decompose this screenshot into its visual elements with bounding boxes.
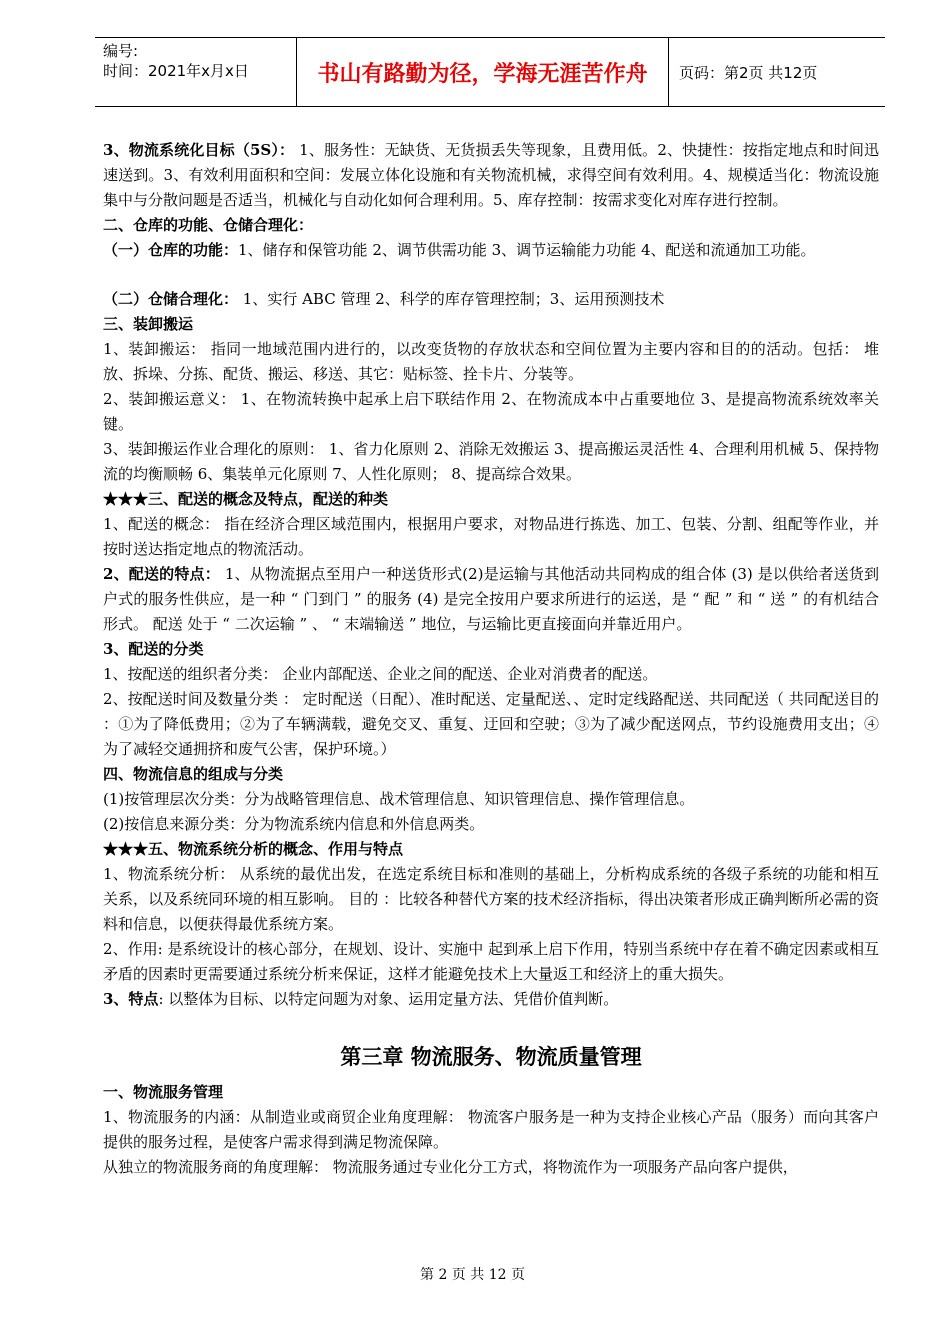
paragraph bbox=[103, 287, 879, 312]
section-heading: 二、仓库的功能、仓储合理化： bbox=[103, 216, 314, 234]
header-meta bbox=[95, 38, 296, 106]
paragraph: 1、物流系统分析： 从系统的最优出发，在选定系统目标和准则的基础上，分析构成系统的各级子系统的功能和相互关系，以及系统同环境的相互影响。 目的 ：比较各种替代方案的技术经济指标，得出决策者形成正确判断所必需的资料和信息，以便获得最优系统方案。 bbox=[103, 865, 879, 933]
chapter-title: 第三章 物流服务、物流质量管理 bbox=[340, 1045, 642, 1069]
document-number-label: 编号: bbox=[103, 42, 139, 60]
paragraph bbox=[103, 562, 879, 637]
paragraph: 2、按配送时间及数量分类 ： 定时配送（日配）、准时配送、定量配送、、定时定线路配送、共同配送（ 共同配送目的 ：①为了降低费用；②为了车辆满载，避免交叉、重复、迂回和空驶；③为了减少配送网点，节约设施费用支出；④为了减轻交通拥挤和废气公害，保护环境。） bbox=[103, 690, 879, 758]
paragraph: (1)按管理层次分类：分为战略管理信息、战术管理信息、知识管理信息、操作管理信息。 bbox=[103, 790, 695, 808]
paragraph: 1、按配送的组织者分类： 企业内部配送、企业之间的配送、企业对消费者的配送。 bbox=[103, 665, 658, 683]
document-time: 时间：2021年x月x日 bbox=[103, 62, 249, 80]
section-heading: ★★★三、配送的概念及特点，配送的种类 bbox=[103, 490, 389, 508]
document-body bbox=[103, 138, 879, 1180]
paragraph-lead: 3、特点 bbox=[103, 990, 159, 1008]
page-header bbox=[95, 37, 885, 107]
paragraph-text: 1、实行 ABC 管理 2、科学的库存管理控制；3、运用预测技术 bbox=[238, 290, 665, 308]
paragraph: 3、装卸搬运作业合理化的原则： 1、省力化原则 2、消除无效搬运 3、提高搬运灵活性 4、合理利用机械 5、保持物流的均衡顺畅 6、集装单元化原则 7、人性化原则； 8、提高综合效果。 bbox=[103, 440, 879, 483]
paragraph: 从独立的物流服务商的角度理解： 物流服务通过专业化分工方式，将物流作为一项服务产品向客户提供， bbox=[103, 1158, 798, 1176]
paragraph-lead: 2、配送的特点： bbox=[103, 565, 220, 583]
section-heading: 三、装卸搬运 bbox=[103, 315, 194, 333]
header-page-info: 页码：第2页 共12页 bbox=[679, 63, 818, 82]
paragraph-lead: 3、物流系统化目标（5S）： bbox=[103, 141, 295, 159]
section-heading: 一、物流服务管理 bbox=[103, 1083, 224, 1101]
section-heading: ★★★五、物流系统分析的概念、作用与特点 bbox=[103, 840, 404, 858]
section-heading: 3、配送的分类 bbox=[103, 640, 204, 658]
paragraph: (2)按信息来源分类：分为物流系统内信息和外信息两类。 bbox=[103, 815, 485, 833]
paragraph-lead: （二）仓储合理化： bbox=[103, 290, 239, 308]
page-footer: 第 2 页 共 12 页 bbox=[420, 1267, 525, 1283]
paragraph: 2、装卸搬运意义： 1、在物流转换中起承上启下联结作用 2、在物流成本中占重要地位 3、是提高物流系统效率关键。 bbox=[103, 390, 879, 433]
paragraph: 2、作用: 是系统设计的核心部分，在规划、设计、实施中 起到承上启下作用，特别当系统中存在着不确定因素或相互矛盾的因素时更需要通过系统分析来保证，这样才能避免技术上大量返工和经济上的重大损失。 bbox=[103, 940, 879, 983]
paragraph bbox=[103, 238, 879, 263]
paragraph: 1、配送的概念： 指在经济合理区域范围内，根据用户要求，对物品进行拣选、加工、包装、分割、组配等作业，并按时送达指定地点的物流活动。 bbox=[103, 515, 879, 558]
paragraph-text: 1、服务性：无缺货、无货损丢失等现象，且费用低。2、快捷性：按指定地点和时间迅速送到。3、有效利用面积和空间：发展立体化设施和有关物流机械，求得空间有效利用。4、规模适当化：物流设施集中与分散问题是否适当，机械化与自动化如何合理利用。5、库存控制：按需求变化对库存进行控制。 bbox=[103, 141, 880, 209]
paragraph bbox=[103, 138, 879, 213]
paragraph-text: : 以整体为目标、以特定问题为对象、运用定量方法、凭借价值判断。 bbox=[158, 990, 619, 1008]
spacer bbox=[103, 263, 879, 287]
paragraph: 1、物流服务的内涵：从制造业或商贸企业角度理解： 物流客户服务是一种为支持企业核心产品（服务）而向其客户提供的服务过程，是使客户需求得到满足物流保障。 bbox=[103, 1108, 879, 1151]
paragraph: 1、装卸搬运： 指同一地域范围内进行的，以改变货物的存放状态和空间位置为主要内容和目的的活动。包括： 堆放、拆垛、分拣、配货、搬运、移送、其它：贴标签、拴卡片、分装等。 bbox=[103, 340, 879, 383]
paragraph bbox=[103, 987, 879, 1012]
paragraph-lead: （一）仓库的功能： bbox=[103, 241, 239, 259]
header-motto: 书山有路勤为径，学海无涯苦作舟 bbox=[296, 38, 669, 106]
section-heading: 四、物流信息的组成与分类 bbox=[103, 765, 284, 783]
paragraph-text: 1、储存和保管功能 2、调节供需功能 3、调节运输能力功能 4、配送和流通加工功能。 bbox=[238, 241, 816, 259]
paragraph-text: 1、从物流据点至用户一种送货形式(2)是运输与其他活动共同构成的组合体 (3) 是以供给者送货到户式的服务性供应，是一种 “ 门到门 ” 的服务 (4) 是完全按用户要求所进行的运送，是 “ 配 ” 和 “ 送 ” 的有机结合形式。 配送 处于 “ 二次运输 ” 、 “ 末端输送 ” 地位，与运输比更直接面向并靠近用户。 bbox=[103, 565, 879, 633]
